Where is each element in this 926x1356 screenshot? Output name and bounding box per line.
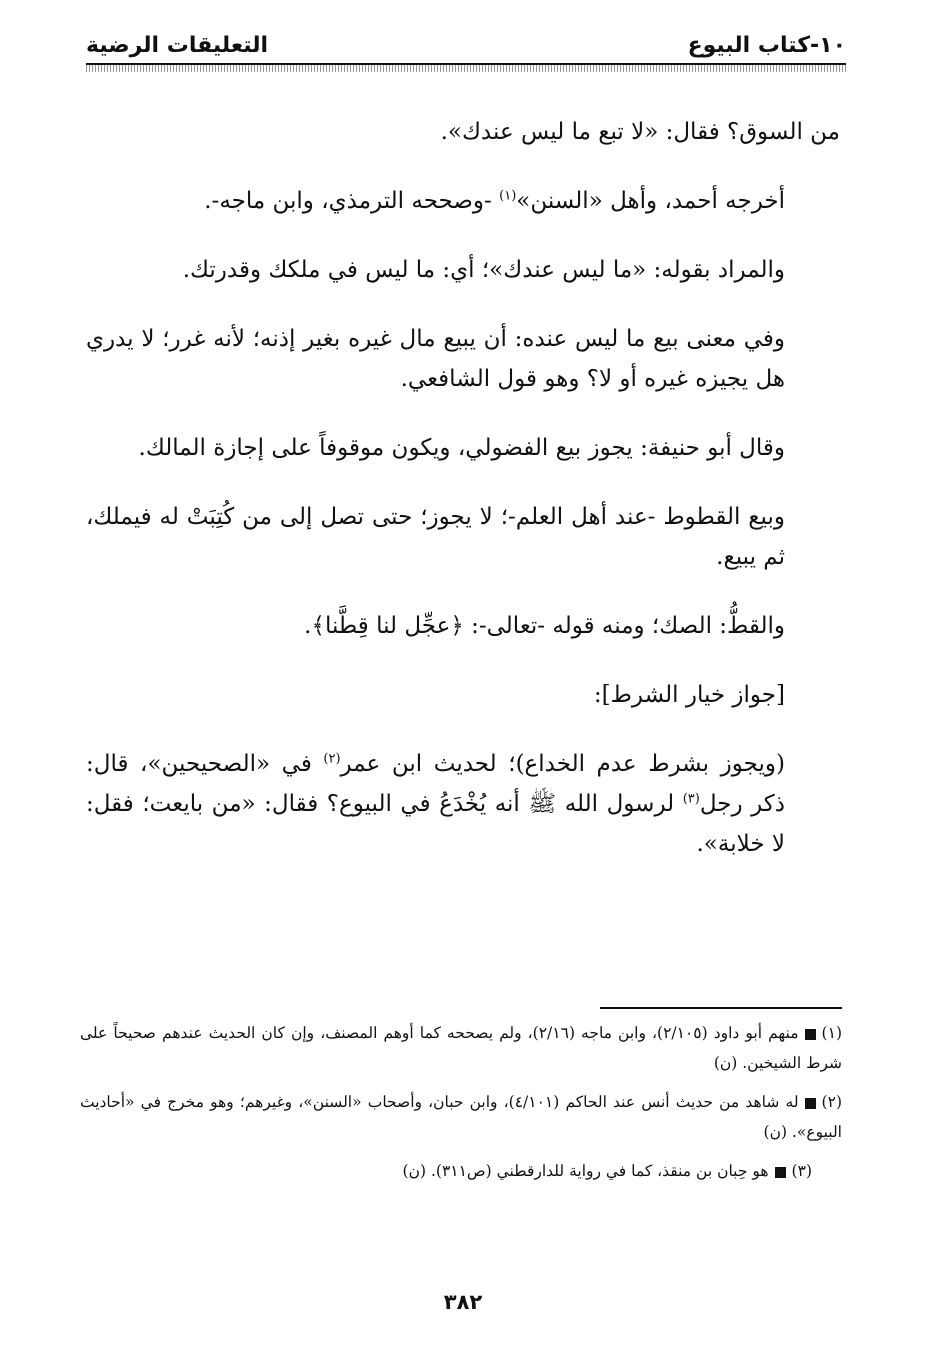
header-rule [86, 63, 846, 72]
footnote-ref[interactable]: (١) [499, 188, 517, 204]
main-text [86, 112, 840, 893]
square-bullet-icon [775, 1167, 786, 1178]
text-run: -وصححه الترمذي، وابن ماجه-. [204, 188, 500, 214]
footnote-number: (٣) [791, 1162, 812, 1180]
paragraph: وفي معنى بيع ما ليس عنده: أن يبيع مال غيره بغير إذنه؛ لأنه غرر؛ لا يدري هل يجيزه غيره أو لا؟ وهو قول الشافعي. [86, 326, 785, 392]
text-run: (ويجوز بشرط عدم الخداع)؛ لحديث ابن عمر [340, 751, 785, 777]
text-run: أخرجه أحمد، وأهل «السنن» [516, 188, 785, 214]
footnote-text: منهم أبو داود (٢/١٠٥)، وابن ماجه (٢/١٦)، ولم يصححه كما أوهم المصنف، وإن كان الحديث عندهم صحيحاً على شرط الشيخين. (ن) [80, 1024, 842, 1072]
footnote [80, 1087, 842, 1147]
text-run: لرسول الله ﷺ أنه يُخْدَعُ في البيوع؟ فقال: «من بايعت؛ فقل: لا خلابة». [86, 791, 785, 857]
text-run: في «الصحيحين»، قال: ذكر رجل [86, 751, 785, 817]
footnote-ref[interactable]: (٣) [682, 791, 700, 807]
paragraph: من السوق؟ فقال: «لا تبع ما ليس عندك». [440, 119, 840, 145]
footnote-number: (٢) [821, 1093, 842, 1111]
header-book-title: التعليقات الرضية [86, 32, 269, 58]
running-header [86, 28, 846, 62]
square-bullet-icon [805, 1098, 816, 1109]
paragraph: والمراد بقوله: «ما ليس عندك»؛ أي: ما ليس في ملكك وقدرتك. [182, 257, 785, 283]
footnote [80, 1018, 842, 1078]
paragraph: وقال أبو حنيفة: يجوز بيع الفضولي، ويكون موقوفاً على إجازة المالك. [138, 435, 785, 461]
footnote-text: هو حِبان بن منقذ، كما في رواية للدارقطني (ص٣١١). (ن) [402, 1162, 769, 1180]
footnotes [80, 1018, 842, 1195]
paragraph [86, 181, 840, 221]
square-bullet-icon [805, 1029, 816, 1040]
section-heading: [جواز خيار الشرط]: [593, 682, 785, 708]
footnote-text: له شاهد من حديث أنس عند الحاكم (٤/١٠١)، وابن حبان، وأصحاب «السنن»، وغيرهم؛ وهو مخرج في «أحاديث البيوع». (ن) [80, 1093, 842, 1141]
paragraph [86, 744, 840, 864]
footnote-number: (١) [821, 1024, 842, 1042]
footnote [80, 1156, 842, 1186]
paragraph: وبيع القطوط -عند أهل العلم-؛ لا يجوز؛ حتى تصل إلى من كُتِبَتْ له فيملك، ثم يبيع. [86, 504, 785, 570]
footnote-ref[interactable]: (٢) [323, 751, 341, 767]
page-number: ٣٨٢ [443, 1290, 483, 1314]
footnote-separator [600, 1007, 842, 1009]
header-chapter-title: ١٠-كتاب البيوع [687, 32, 846, 58]
paragraph: والقطُّ: الصك؛ ومنه قوله -تعالى-: ﴿عجِّل لنا قِطَّنا﴾. [304, 613, 785, 639]
